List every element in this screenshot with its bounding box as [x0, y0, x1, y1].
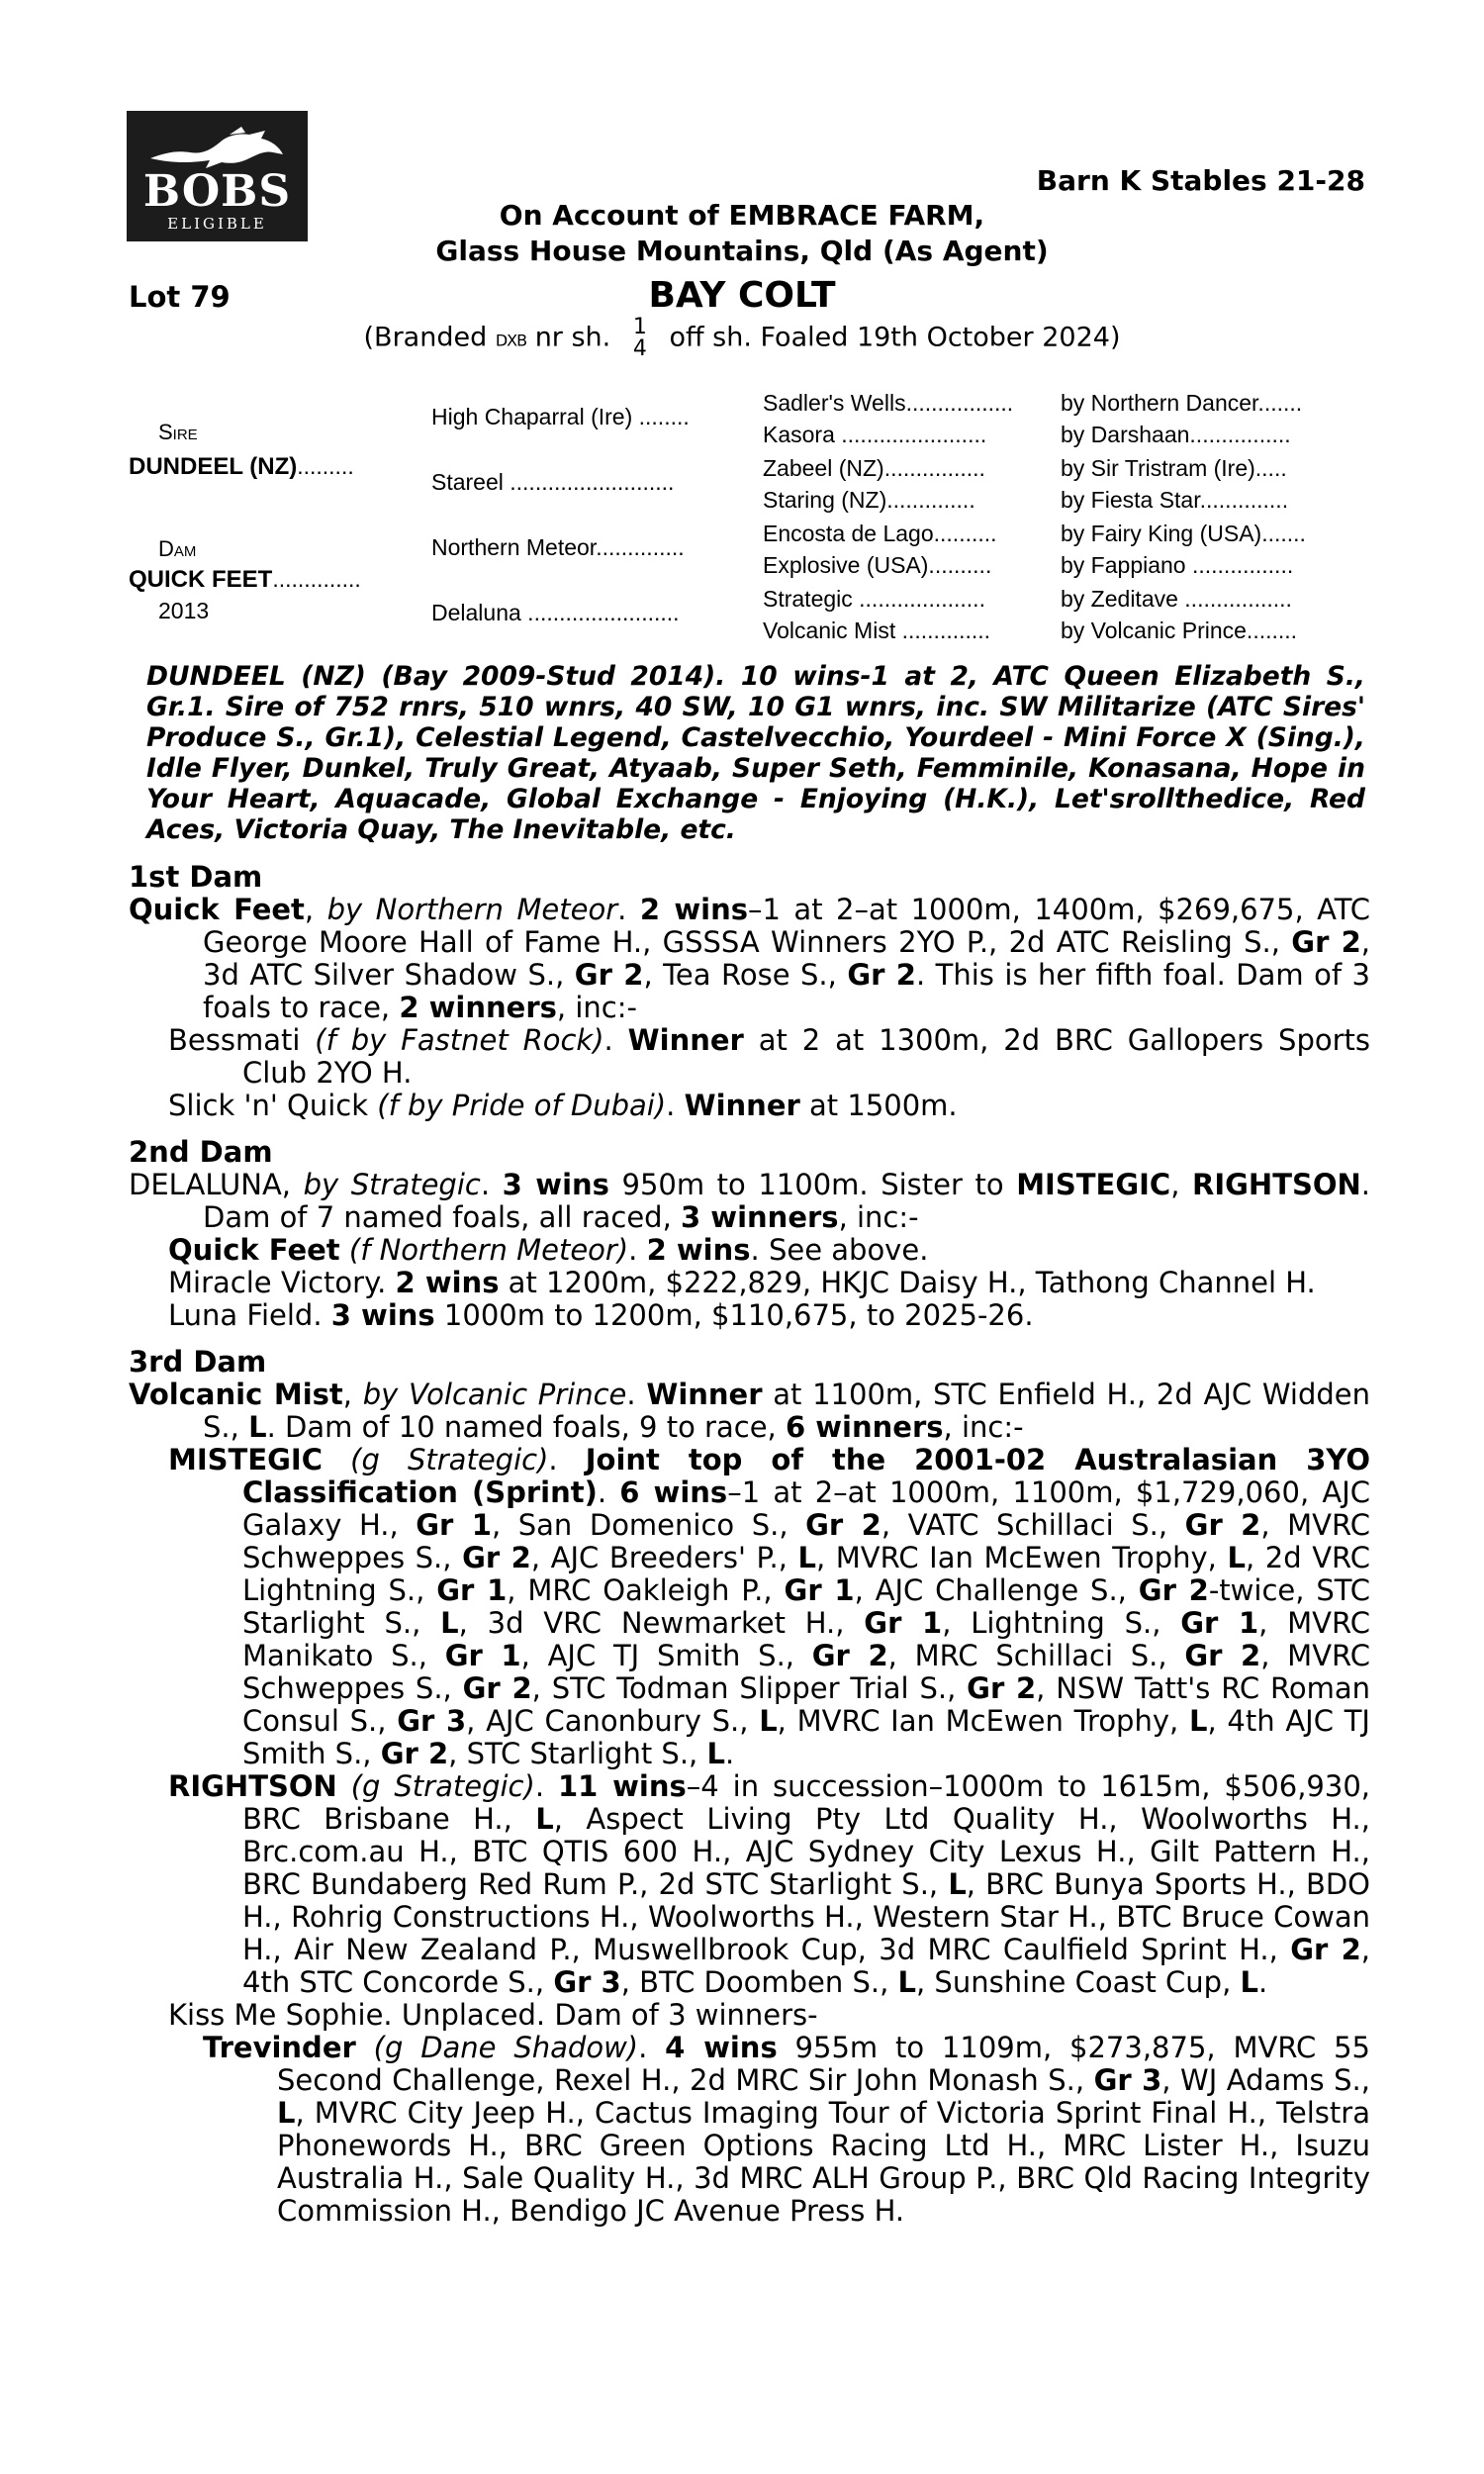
- race-record: , MVRC Ian McEwen Trophy,: [777, 1704, 1189, 1738]
- race-record: , AJC Breeders' P.,: [530, 1541, 798, 1574]
- horse-name: Miracle Victory.: [168, 1266, 387, 1299]
- grade: L: [759, 1704, 778, 1738]
- race-record: , MVRC City Jeep H., Cactus Imaging Tour of Victoria Sprint Final H., Telstra Phonewords H., BRC Green Options Racing Ltd H., MRC Lister H., Isuzu Australia H., Sale Quality H., 3d MRC ALH Group P., BRC Qld Racing Integrity Commission H., Bendigo JC Avenue Press H.: [277, 2096, 1370, 2228]
- progeny-entry: [168, 1298, 1370, 1332]
- race-record: , MVRC Schweppes S.,: [242, 1639, 1370, 1705]
- horse-name: DELALUNA,: [129, 1168, 292, 1201]
- race-record: 955m to 1109m, $273,875, MVRC 55 Second Challenge, Rexel H., 2d MRC Sir John Monash S.,: [277, 2031, 1371, 2097]
- grade: Gr 1: [784, 1573, 855, 1607]
- grade: Gr 2: [1138, 1573, 1209, 1607]
- race-record: , inc:-: [943, 1410, 1024, 1444]
- brand-foaled-line: [0, 317, 1484, 360]
- race-record: , BTC Doomben S.,: [620, 1965, 898, 1999]
- grade: Gr 2: [811, 1639, 888, 1672]
- sire-ref: (g Strategic): [350, 1443, 549, 1476]
- vendor-line-2: Glass House Mountains, Qld (As Agent): [435, 235, 1049, 267]
- second-dam-heading: 2nd Dam: [129, 1135, 273, 1169]
- first-dam-entry: Quick Feet, by Northern Meteor. 2 wins–1 at 2–at 1000m, 1400m, $269,675, ATC George Moore Hall of Fame H., GSSSA Winners 2YO P., 2d ATC Reisling S., Gr 2, 3d ATC Silver Shadow S., Gr 2, Tea Rose S., Gr 2. This is her fifth foal. Dam of 3 foals to race, 2 winners, inc:-: [129, 893, 1371, 1024]
- pedigree-g3: Encosta de Lago..........: [763, 521, 997, 546]
- horse-name: RIGHTSON: [1192, 1168, 1361, 1201]
- grade: Gr 3: [1093, 2063, 1162, 2097]
- grade: Gr 2: [967, 1671, 1037, 1705]
- race-record: , MVRC Ian McEwen Trophy,: [815, 1541, 1228, 1574]
- winners: 6 winners: [785, 1410, 944, 1444]
- wins: 2 wins: [395, 1266, 500, 1299]
- brand-mark: DXB: [495, 331, 527, 350]
- grade: Gr 2: [1184, 1639, 1261, 1672]
- grade: L: [1188, 1704, 1208, 1738]
- race-record: , San Domenico S.,: [491, 1508, 806, 1542]
- race-record: , BRC Bunya Sports H., BDO H., Rohrig Constructions H., Woolworths H., Western Star H., BTC Bruce Cowan H., Air New Zealand P., Muswellbrook Cup, 3d MRC Caulfield Sprint H.,: [242, 1867, 1371, 1966]
- pedigree-g4: by Fairy King (USA).......: [1061, 521, 1306, 546]
- classification: Joint top of the 2001-02 Australasian 3YO Classification (Sprint): [242, 1443, 1371, 1509]
- logo-sub: ELIGIBLE: [167, 215, 267, 233]
- progeny-entry-mistegic: MISTEGIC (g Strategic). Joint top of the 2001-02 Australasian 3YO Classification (Sprint). 6 wins–1 at 2–at 1000m, 1100m, $1,729,060, AJC Galaxy H., Gr 1, San Domenico S., Gr 2, VATC Schillaci S., Gr 2, MVRC Schweppes S., Gr 2, AJC Breeders' P., L, MVRC Ian McEwen Trophy, L, 2d VRC Lightning S., Gr 1, MRC Oakleigh P., Gr 1, AJC Challenge S., Gr 2-twice, STC Starlight S., L, 3d VRC Newmarket H., Gr 1, Lightning S., Gr 1, MVRC Manikato S., Gr 1, AJC TJ Smith S., Gr 2, MRC Schillaci S., Gr 2, MVRC Schweppes S., Gr 2, STC Todman Slipper Trial S., Gr 2, NSW Tatt's RC Roman Consul S., Gr 3, AJC Canonbury S., L, MVRC Ian McEwen Trophy, L, 4th AJC TJ Smith S., Gr 2, STC Starlight S., L.: [168, 1443, 1371, 1770]
- dam-year: 2013: [158, 598, 210, 623]
- race-record: , 3d VRC Newmarket H.,: [458, 1606, 865, 1640]
- race-record: , MVRC Schweppes S.,: [242, 1508, 1370, 1574]
- vendor: [0, 198, 1484, 269]
- sire-ref: (g Dane Shadow): [373, 2031, 639, 2064]
- sire-dots: .........: [297, 453, 354, 479]
- race-record: , WJ Adams S.,: [1161, 2063, 1370, 2097]
- pedigree-g4: by Zeditave .................: [1061, 586, 1292, 612]
- dam: QUICK FEET: [129, 566, 273, 593]
- sire-description: DUNDEEL (NZ) (Bay 2009-Stud 2014). 10 wins-1 at 2, ATC Queen Elizabeth S., Gr.1. Sire of 752 rnrs, 510 wnrs, 40 SW, 10 G1 wnrs, inc. SW Militarize (ATC Sires' Produce S., Gr.1), Celestial Legend, Castelvecchio, Yourdeel - Mini Force X (Sing.), Idle Flyer, Dunkel, Truly Great, Atyaab, Super Seth, Femminile, Konasana, Hope in Your Heart, Aquacade, Global Exchange - Enjoying (H.K.), Let'srollthedice, Red Aces, Victoria Quay, The Inevitable, etc.: [146, 661, 1365, 845]
- progeny-entry: Bessmati (f by Fastnet Rock). Winner at 2 at 1300m, 2d BRC Gallopers Sports Club 2YO H.: [168, 1023, 1371, 1090]
- grade: L: [948, 1867, 967, 1901]
- sire-ref: (g Strategic): [350, 1769, 535, 1803]
- winners: 3 winners: [681, 1200, 839, 1234]
- grade: Gr 2: [1291, 925, 1361, 959]
- race-record: , MRC Oakleigh P.,: [507, 1573, 785, 1607]
- grade: Gr 1: [416, 1508, 492, 1542]
- wins: Winner: [646, 1378, 763, 1411]
- grade: Gr 3: [397, 1704, 467, 1738]
- pedigree-g3: Staring (NZ)..............: [763, 487, 975, 513]
- dam-dots: ..............: [272, 566, 361, 592]
- pedigree-g3: Kasora .......................: [763, 422, 987, 447]
- race-record: , AJC Canonbury S.,: [466, 1704, 760, 1738]
- pedigree-g4: by Darshaan................: [1061, 422, 1291, 447]
- pedigree-g2: Stareel ..........................: [431, 469, 675, 495]
- pedigree-table: [129, 386, 1365, 683]
- grade: L: [535, 1802, 554, 1836]
- vendor-line-1: On Account of EMBRACE FARM,: [499, 199, 985, 232]
- horse-name: Quick Feet: [168, 1233, 340, 1267]
- sire-ref: by Strategic: [303, 1168, 481, 1201]
- grade: Gr 2: [805, 1508, 881, 1542]
- grade: L: [440, 1606, 459, 1640]
- progeny-entry-trevinder: Trevinder (g Dane Shadow). 4 wins 955m to 1109m, $273,875, MVRC 55 Second Challenge, Rexel H., 2d MRC Sir John Monash S., Gr 3, WJ Adams S., L, MVRC City Jeep H., Cactus Imaging Tour of Victoria Sprint Final H., Telstra Phonewords H., BRC Green Options Racing Ltd H., MRC Lister H., Isuzu Australia H., Sale Quality H., 3d MRC ALH Group P., BRC Qld Racing Integrity Commission H., Bendigo JC Avenue Press H.: [203, 2031, 1371, 2228]
- dam-lines: [129, 861, 1370, 2228]
- race-record: , 4th AJC TJ Smith S.,: [242, 1704, 1370, 1770]
- first-dam-heading: 1st Dam: [129, 860, 263, 894]
- race-record: , MRC Schillaci S.,: [887, 1639, 1185, 1672]
- horse-name: Quick Feet: [129, 893, 305, 926]
- wins: 4 wins: [665, 2031, 778, 2064]
- pedigree-g3: Explosive (USA)..........: [763, 552, 992, 578]
- race-record: -twice, STC Starlight S.,: [242, 1573, 1370, 1640]
- sire-ref: (f by Fastnet Rock): [315, 1023, 604, 1057]
- race-record: , STC Todman Slipper Trial S.,: [531, 1671, 968, 1705]
- horse-name: MISTEGIC: [1016, 1168, 1171, 1201]
- grade: Gr 1: [1180, 1606, 1259, 1640]
- horse-name: Volcanic Mist: [129, 1378, 343, 1411]
- sire-ref: by Volcanic Prince: [362, 1378, 627, 1411]
- race-record: , Sunshine Coast Cup,: [916, 1965, 1241, 1999]
- horse-name: RIGHTSON: [168, 1769, 337, 1803]
- race-record: , MVRC Manikato S.,: [242, 1606, 1370, 1672]
- race-record: –1 at 2–at 1000m, 1400m, $269,675, ATC George Moore Hall of Fame H., GSSSA Winners 2YO P., 2d ATC Reisling S.,: [203, 893, 1371, 959]
- second-dam-entry: DELALUNA, by Strategic. 3 wins 950m to 1100m. Sister to MISTEGIC, RIGHTSON. Dam of 7 named foals, all raced, 3 winners, inc:-: [129, 1168, 1371, 1234]
- horse-name: Slick 'n' Quick: [168, 1089, 369, 1122]
- grade: Gr 2: [1290, 1933, 1361, 1966]
- dam-label: Dam: [158, 536, 197, 561]
- pedigree-g4: by Sir Tristram (Ire).....: [1061, 455, 1287, 481]
- wins: 2 wins: [646, 1233, 751, 1267]
- race-record: –4 in succession–1000m to 1615m, $506,930, BRC Brisbane H.,: [242, 1769, 1370, 1836]
- logo-brand: BOBS: [142, 166, 292, 217]
- race-record: .: [724, 1737, 735, 1770]
- fraction-denominator: 4: [632, 336, 647, 361]
- race-record: ,: [1170, 1168, 1192, 1201]
- grade: Gr 2: [574, 958, 644, 992]
- grade: Gr 3: [553, 1965, 621, 1999]
- sire: DUNDEEL (NZ): [129, 453, 298, 480]
- pedigree-g2: Northern Meteor..............: [431, 534, 685, 560]
- race-record: , AJC TJ Smith S.,: [520, 1639, 812, 1672]
- grade: L: [897, 1965, 916, 1999]
- grade: L: [277, 2096, 296, 2130]
- grade: Gr 2: [380, 1737, 449, 1770]
- race-record: , Aspect Living Pty Ltd Quality H., Woolworths H., Brc.com.au H., BTC QTIS 600 H., AJC Sydney City Lexus H., Gilt Pattern H., BRC Bundaberg Red Rum P., 2d STC Starlight S.,: [242, 1802, 1370, 1901]
- grade: Gr 1: [436, 1573, 508, 1607]
- grade: Gr 1: [444, 1639, 521, 1672]
- race-record: .: [1258, 1965, 1268, 1999]
- race-record: , 2d VRC Lightning S.,: [242, 1541, 1370, 1607]
- sire-label: Sire: [158, 420, 198, 444]
- race-record: , 4th STC Concorde S.,: [242, 1933, 1370, 1999]
- horse-racing-icon: [146, 125, 288, 172]
- pedigree-g3: Strategic ....................: [763, 586, 985, 612]
- progeny-entry: Kiss Me Sophie. Unplaced. Dam of 3 winners-: [168, 1998, 818, 2032]
- race-record: , Lightning S.,: [942, 1606, 1181, 1640]
- brand-fraction: [633, 317, 647, 360]
- horse-name: Bessmati: [168, 1023, 301, 1057]
- grade: Gr 2: [847, 958, 916, 992]
- grade: L: [706, 1737, 725, 1770]
- pedigree-g4: by Fiesta Star..............: [1061, 487, 1289, 513]
- race-record: at 1200m, $222,829, HKJC Daisy H., Tathong Channel H.: [499, 1266, 1316, 1299]
- pedigree-g3: Sadler's Wells.................: [763, 390, 1014, 416]
- pedigree-g3: Volcanic Mist ..............: [763, 618, 991, 643]
- race-record: . This is her fifth foal. Dam of 3 foals to race,: [203, 958, 1370, 1024]
- brand-open: (Branded: [363, 322, 488, 353]
- race-record: , AJC Challenge S.,: [854, 1573, 1139, 1607]
- race-record: , 3d ATC Silver Shadow S.,: [203, 925, 1370, 992]
- pedigree-g2: Delaluna ........................: [431, 600, 680, 625]
- grade: L: [1227, 1541, 1246, 1574]
- dam-name: [129, 566, 361, 593]
- race-record: . Dam of 10 named foals, 9 to race,: [266, 1410, 786, 1444]
- grade: L: [248, 1410, 267, 1444]
- grade: Gr 2: [462, 1671, 532, 1705]
- grade: L: [1240, 1965, 1259, 1999]
- pedigree-g4: by Fappiano ................: [1061, 552, 1294, 578]
- wins: 3 wins: [330, 1298, 435, 1332]
- third-dam-heading: 3rd Dam: [129, 1345, 267, 1379]
- race-record: , VATC Schillaci S.,: [881, 1508, 1185, 1542]
- wins: 6 wins: [619, 1475, 728, 1509]
- winners: 2 winners: [399, 991, 557, 1024]
- race-record: at 1100m, STC Enfield H., 2d AJC Widden S.,: [203, 1378, 1370, 1444]
- sire-ref: by Northern Meteor: [326, 893, 618, 926]
- race-record: –1 at 2–at 1000m, 1100m, $1,729,060, AJC Galaxy H.,: [242, 1475, 1371, 1542]
- race-record: , inc:-: [556, 991, 637, 1024]
- race-record: , inc:-: [838, 1200, 919, 1234]
- pedigree-g2: High Chaparral (Ire) ........: [431, 404, 690, 429]
- race-record: , NSW Tatt's RC Roman Consul S.,: [242, 1671, 1371, 1738]
- wins: 3 wins: [502, 1168, 609, 1201]
- pedigree-g4: by Northern Dancer.......: [1061, 390, 1303, 416]
- race-record: , STC Starlight S.,: [448, 1737, 707, 1770]
- horse-name: Luna Field.: [168, 1298, 323, 1332]
- race-record: at 2 at 1300m, 2d BRC Gallopers Sports Club 2YO H.: [242, 1023, 1371, 1090]
- grade: Gr 1: [864, 1606, 943, 1640]
- race-record: at 1500m.: [799, 1089, 958, 1122]
- progeny-entry: Slick 'n' Quick (f by Pride of Dubai). Winner at 1500m.: [168, 1089, 958, 1122]
- brand-mid: nr sh.: [534, 322, 611, 353]
- race-record: , Tea Rose S.,: [643, 958, 848, 992]
- race-record: . See above.: [750, 1233, 929, 1267]
- grade: L: [797, 1541, 816, 1574]
- wins: Winner: [627, 1023, 744, 1057]
- sire-name: [129, 453, 354, 480]
- third-dam-entry: Volcanic Mist, by Volcanic Prince. Winner at 1100m, STC Enfield H., 2d AJC Widden S., L. Dam of 10 named foals, 9 to race, 6 winners, inc:-: [129, 1378, 1370, 1444]
- sire-ref: (f Northern Meteor): [348, 1233, 629, 1267]
- wins: 2 wins: [639, 893, 748, 926]
- lot-title: BAY COLT: [648, 275, 836, 316]
- grade: Gr 2: [1184, 1508, 1261, 1542]
- wins: 11 wins: [557, 1769, 687, 1803]
- barn-location: Barn K Stables 21-28: [1036, 164, 1365, 197]
- progeny-entry: Quick Feet (f Northern Meteor). 2 wins. See above.: [168, 1233, 929, 1267]
- race-record: 950m to 1100m. Sister to: [608, 1168, 1017, 1201]
- lot-number: Lot 79: [129, 280, 231, 314]
- progeny-entry-rightson: RIGHTSON (g Strategic). 11 wins–4 in succession–1000m to 1615m, $506,930, BRC Brisbane H., L, Aspect Living Pty Ltd Quality H., Woolworths H., Brc.com.au H., BTC QTIS 600 H., AJC Sydney City Lexus H., Gilt Pattern H., BRC Bundaberg Red Rum P., 2d STC Starlight S., L, BRC Bunya Sports H., BDO H., Rohrig Constructions H., Woolworths H., Western Star H., BTC Bruce Cowan H., Air New Zealand P., Muswellbrook Cup, 3d MRC Caulfield Sprint H., Gr 2, 4th STC Concorde S., Gr 3, BTC Doomben S., L, Sunshine Coast Cup, L.: [168, 1769, 1371, 1999]
- wins: Winner: [684, 1089, 800, 1122]
- sire-ref: (f by Pride of Dubai): [377, 1089, 667, 1122]
- race-record: 1000m to 1200m, $110,675, to 2025-26.: [434, 1298, 1034, 1332]
- horse-name: MISTEGIC: [168, 1443, 324, 1476]
- brand-end: off sh. Foaled 19th October 2024): [669, 322, 1121, 353]
- horse-name: Trevinder: [203, 2031, 356, 2064]
- progeny-entry: [168, 1266, 1370, 1299]
- race-record: . Dam of 7 named foals, all raced,: [203, 1168, 1371, 1234]
- fraction-numerator: 1: [632, 315, 647, 339]
- pedigree-g3: Zabeel (NZ)................: [763, 455, 985, 481]
- pedigree-g4: by Volcanic Prince........: [1061, 618, 1298, 643]
- grade: Gr 2: [462, 1541, 531, 1574]
